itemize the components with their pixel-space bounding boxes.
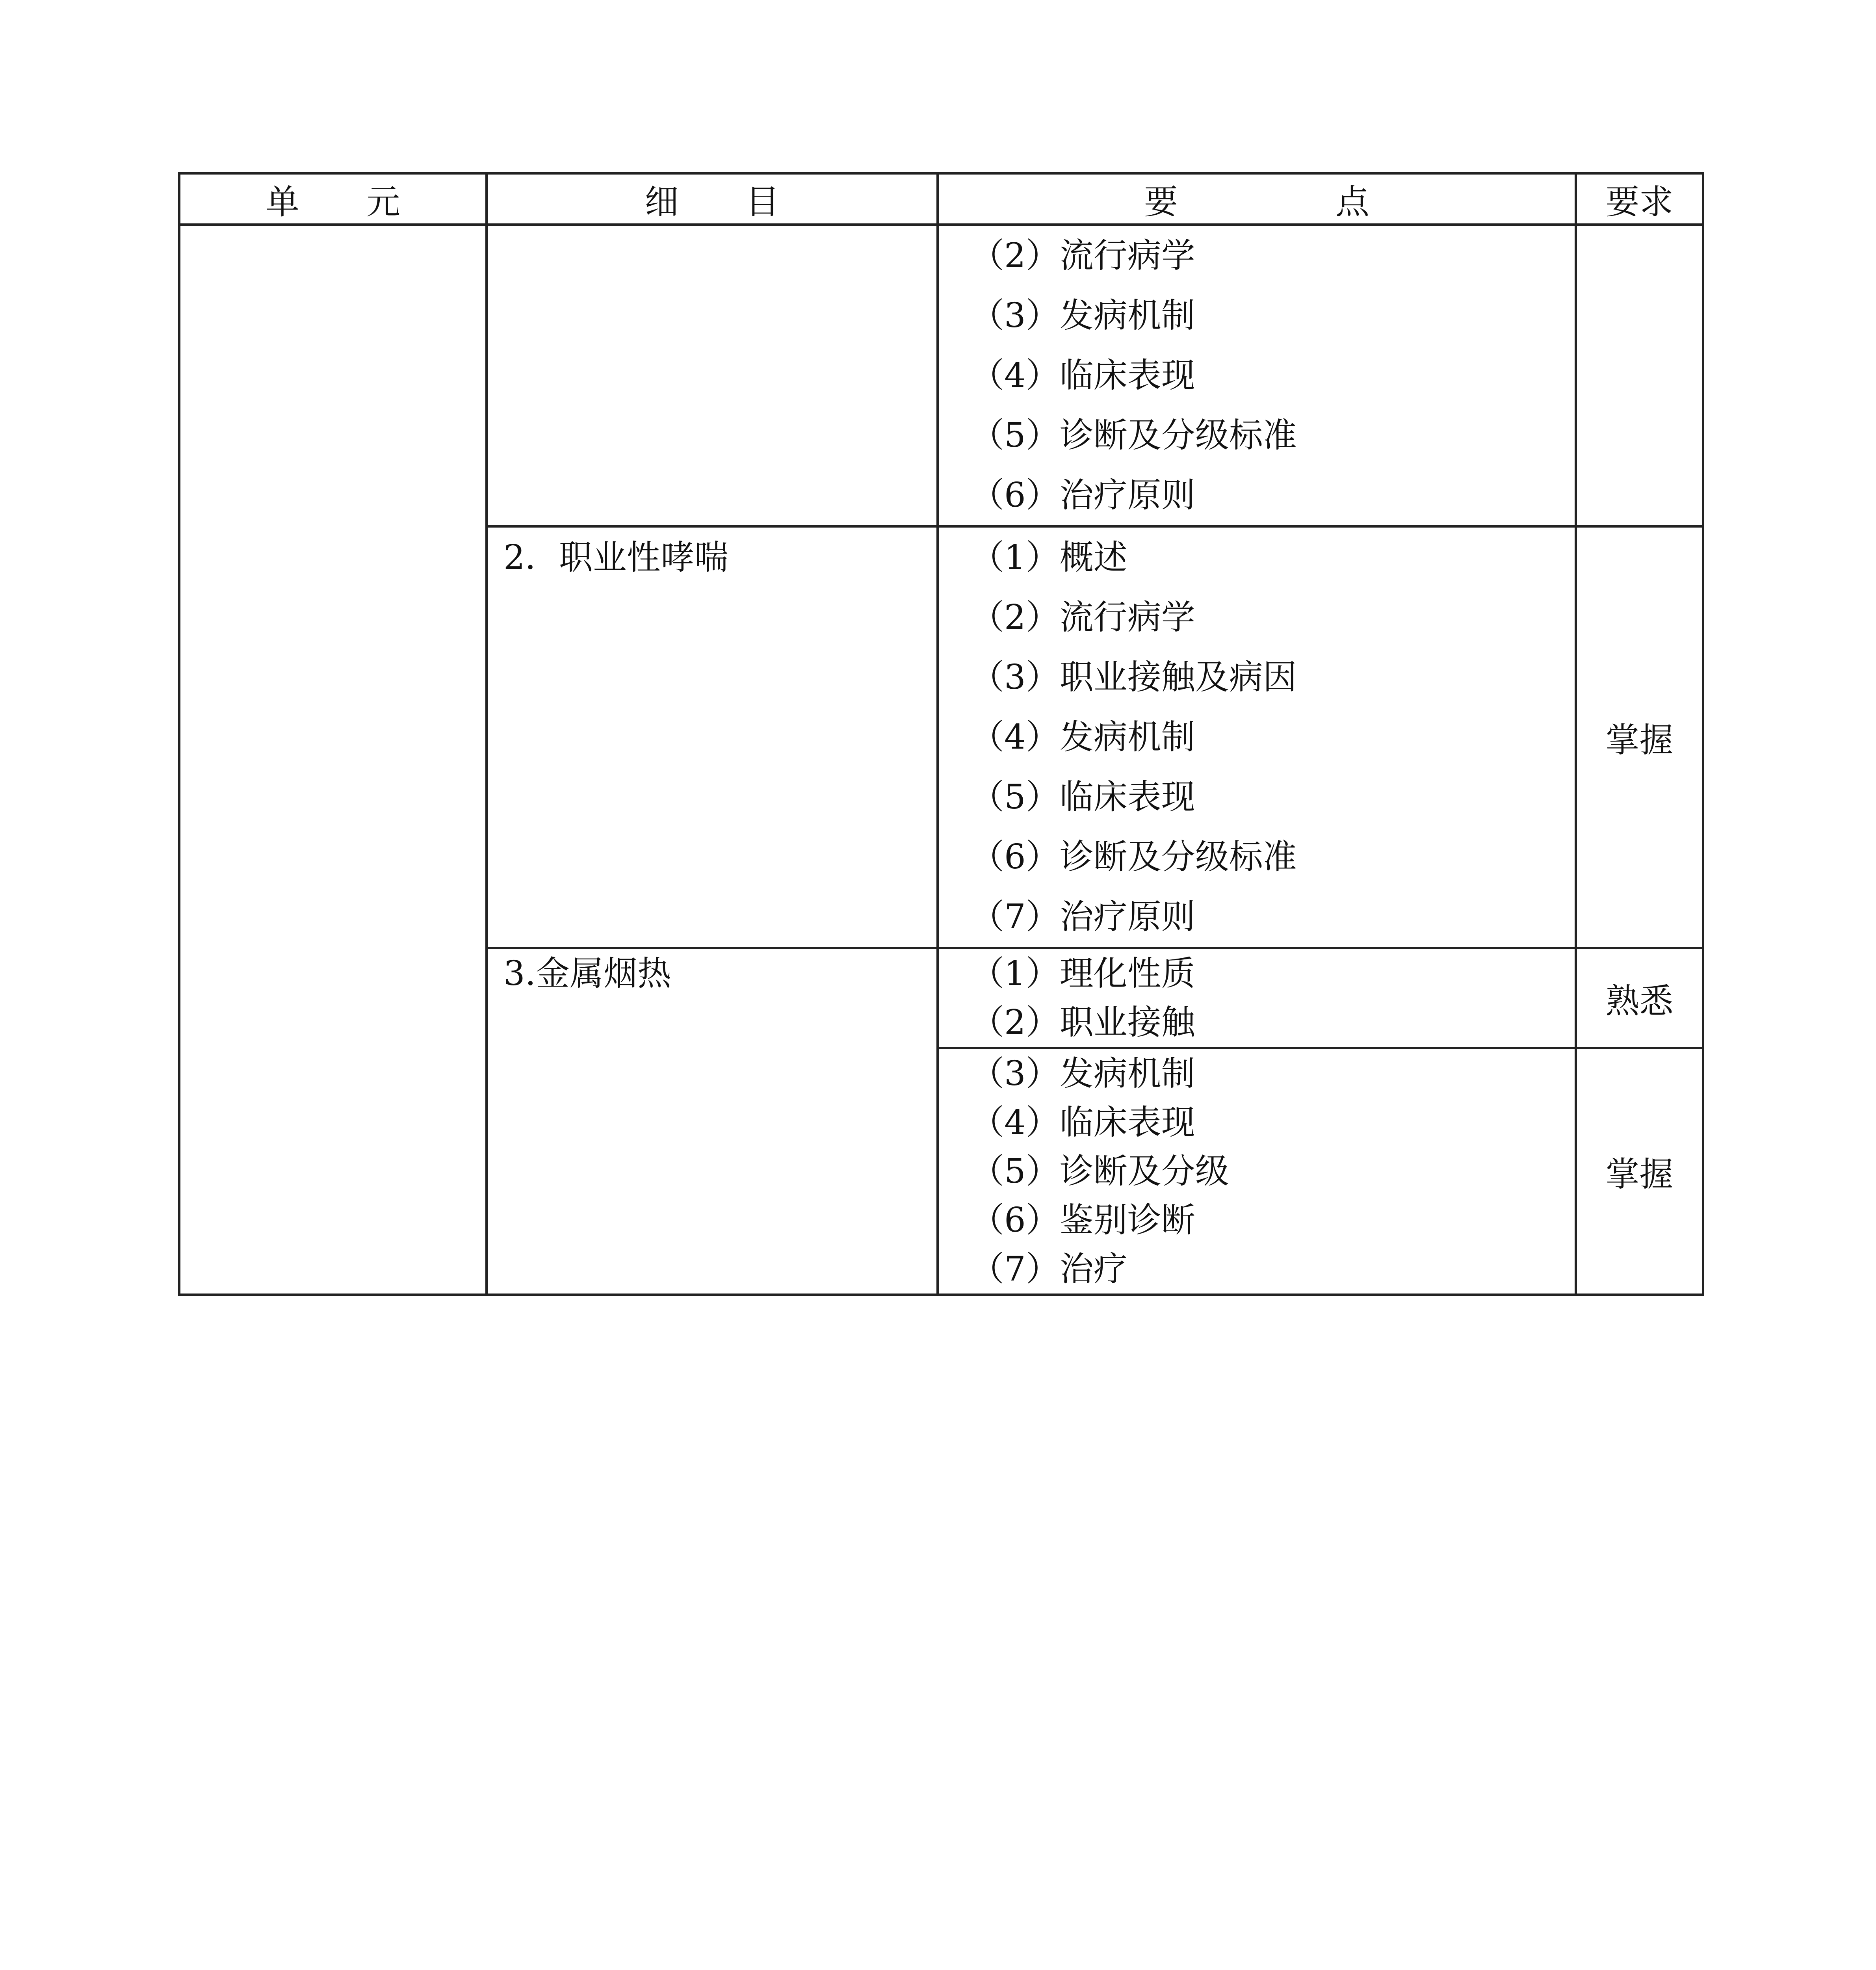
requirement-cell: 掌握 xyxy=(1576,526,1703,948)
header-unit xyxy=(179,173,487,225)
points-list xyxy=(939,226,1575,525)
syllabus-table xyxy=(178,172,1704,1296)
list-item: （7）治疗原则 xyxy=(970,897,1195,937)
header-unit-char-2: 元 xyxy=(366,182,400,222)
list-item: （5）诊断及分级 xyxy=(970,1152,1229,1191)
list-item: （6）诊断及分级标准 xyxy=(970,837,1297,877)
detail-cell-continued xyxy=(487,225,938,526)
list-item: （3）发病机制 xyxy=(970,1054,1195,1093)
list-item: （3）职业接触及病因 xyxy=(970,658,1297,697)
points-cell xyxy=(938,1048,1576,1295)
detail-cell xyxy=(487,948,938,1295)
list-item: （4）发病机制 xyxy=(970,717,1195,757)
table-header-row xyxy=(179,173,1703,225)
list-item: （2）流行病学 xyxy=(970,598,1195,637)
list-item: （5）临床表现 xyxy=(970,777,1195,817)
unit-cell xyxy=(179,225,487,1295)
table-row xyxy=(179,225,1703,526)
header-points-char-1: 要 xyxy=(1144,182,1178,222)
requirement-cell: 熟悉 xyxy=(1576,948,1703,1048)
detail-text: 3.金属烟热 xyxy=(503,954,672,993)
points-cell xyxy=(938,225,1576,526)
points-cell xyxy=(938,526,1576,948)
points-cell xyxy=(938,948,1576,1048)
list-item: （7）治疗 xyxy=(970,1249,1127,1289)
header-detail-char-1: 细 xyxy=(645,182,679,222)
header-points-char-2: 点 xyxy=(1335,182,1369,222)
list-item: （2）职业接触 xyxy=(970,1003,1195,1042)
header-detail xyxy=(487,173,938,225)
list-item: （6）治疗原则 xyxy=(970,476,1195,515)
requirement-cell: 掌握 xyxy=(1576,1048,1703,1295)
requirement-cell-empty xyxy=(1576,225,1703,526)
detail-text: 2．职业性哮喘 xyxy=(503,538,728,577)
list-item: （1）理化性质 xyxy=(970,954,1195,993)
list-item: （6）鉴别诊断 xyxy=(970,1201,1195,1240)
list-item: （3）发病机制 xyxy=(970,296,1195,335)
list-item: （2）流行病学 xyxy=(970,236,1195,275)
header-unit-char-1: 单 xyxy=(266,182,299,222)
list-item: （4）临床表现 xyxy=(970,356,1195,395)
header-requirement: 要求 xyxy=(1576,173,1703,225)
list-item: （1）概述 xyxy=(970,538,1127,577)
header-points xyxy=(938,173,1576,225)
detail-cell xyxy=(487,526,938,948)
list-item: （5）诊断及分级标准 xyxy=(970,416,1297,455)
points-list xyxy=(939,949,1575,1047)
points-list xyxy=(939,1049,1575,1294)
points-list xyxy=(939,528,1575,947)
list-item: （4）临床表现 xyxy=(970,1103,1195,1142)
header-detail-char-2: 目 xyxy=(745,182,780,222)
